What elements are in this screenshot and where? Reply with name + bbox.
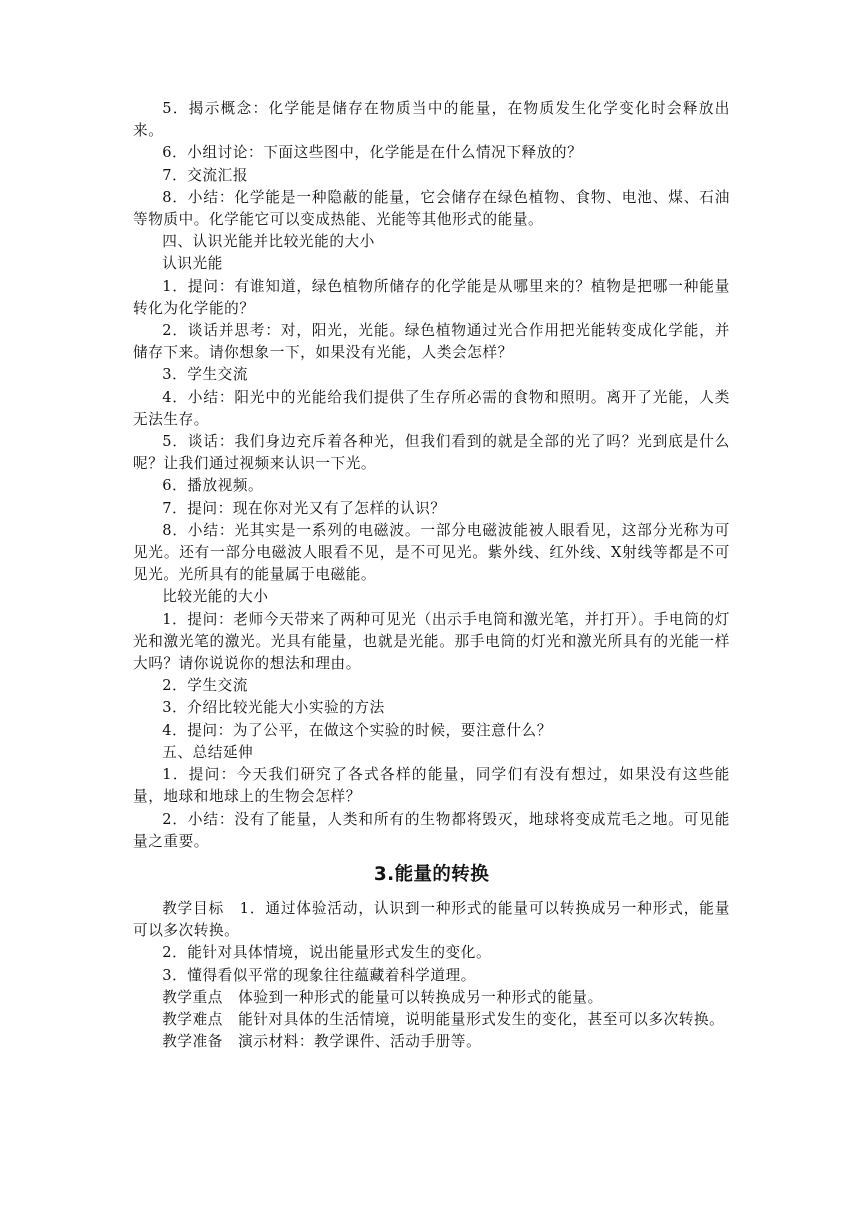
paragraph: 教学目标 1．通过体验活动，认识到一种形式的能量可以转换成另一种形式，能量可以多次转换。: [133, 899, 730, 940]
paragraph: 1．提问：老师今天带来了两种可见光（出示手电筒和激光笔，并打开）。手电筒的灯光和激光笔的激光。光具有能量，也就是光能。那手电筒的灯光和激光所具有的光能一样大吗？请你说说你的想法和理由。: [133, 610, 730, 673]
paragraph: 3．介绍比较光能大小实验的方法: [162, 699, 385, 717]
paragraph: 4．提问：为了公平，在做这个实验的时候，要注意什么？: [162, 721, 552, 739]
paragraph: 教学重点 体验到一种形式的能量可以转换成另一种形式的能量。: [162, 988, 603, 1006]
paragraph: 5．谈话：我们身边充斥着各种光，但我们看到的就是全部的光了吗？光到底是什么呢？让我们通过视频来认识一下光。: [133, 433, 730, 473]
paragraph: 8．小结：化学能是一种隐蔽的能量，它会储存在绿色植物、食物、电池、煤、石油等物质中。化学能它可以变成热能、光能等其他形式的能量。: [133, 188, 730, 229]
subheading: 认识光能: [162, 255, 223, 273]
lesson-title: 3.能量的转换: [373, 863, 490, 885]
paragraph: 1．提问：今天我们研究了各式各样的能量，同学们有没有想过，如果没有这些能量，地球和地球上的生物会怎样？: [133, 766, 730, 806]
paragraph: 8．小结：光其实是一系列的电磁波。一部分电磁波能被人眼看见，这部分光称为可见光。还有一部分电磁波人眼看不见，是不可见光。紫外线、红外线、X射线等都是不可见光。光所具有的能量属于电磁能。: [133, 521, 730, 584]
paragraph: 2．小结：没有了能量，人类和所有的生物都将毁灭，地球将变成荒毛之地。可见能量之重要。: [133, 810, 730, 850]
paragraph: 7．交流汇报: [162, 166, 249, 184]
paragraph: 3．懂得看似平常的现象往往蕴藏着科学道理。: [162, 966, 476, 984]
paragraph: 教学难点 能针对具体的生活情境，说明能量形式发生的变化，甚至可以多次转换。: [162, 1010, 725, 1028]
paragraph: 5．揭示概念：化学能是储存在物质当中的能量，在物质发生化学变化时会释放出来。: [133, 100, 730, 140]
section-heading-4: 四、认识光能并比较光能的大小: [162, 233, 375, 251]
paragraph: 2．学生交流: [162, 677, 249, 695]
paragraph: 教学准备 演示材料：教学课件、活动手册等。: [162, 1033, 482, 1051]
paragraph: 6．播放视频。: [162, 477, 264, 495]
paragraph: 3．学生交流: [162, 366, 249, 384]
paragraph: 2．谈话并思考：对，阳光，光能。绿色植物通过光合作用把光能转变成化学能，并储存下来。请你想象一下，如果没有光能，人类会怎样？: [133, 322, 730, 362]
paragraph: 4．小结：阳光中的光能给我们提供了生存所必需的食物和照明。离开了光能，人类无法生存。: [133, 388, 730, 428]
section-heading-5: 五、总结延伸: [162, 743, 254, 761]
document-page: [133, 98, 730, 1053]
paragraph: 2．能针对具体情境，说出能量形式发生的变化。: [162, 944, 492, 962]
paragraph: 7．提问：现在你对光又有了怎样的认识？: [162, 499, 446, 517]
subheading: 比较光能的大小: [162, 588, 269, 606]
paragraph: 1．提问：有谁知道，绿色植物所储存的化学能是从哪里来的？植物是把哪一种能量转化为化学能的？: [133, 277, 730, 317]
paragraph: 6．小组讨论：下面这些图中，化学能是在什么情况下释放的？: [162, 144, 583, 162]
